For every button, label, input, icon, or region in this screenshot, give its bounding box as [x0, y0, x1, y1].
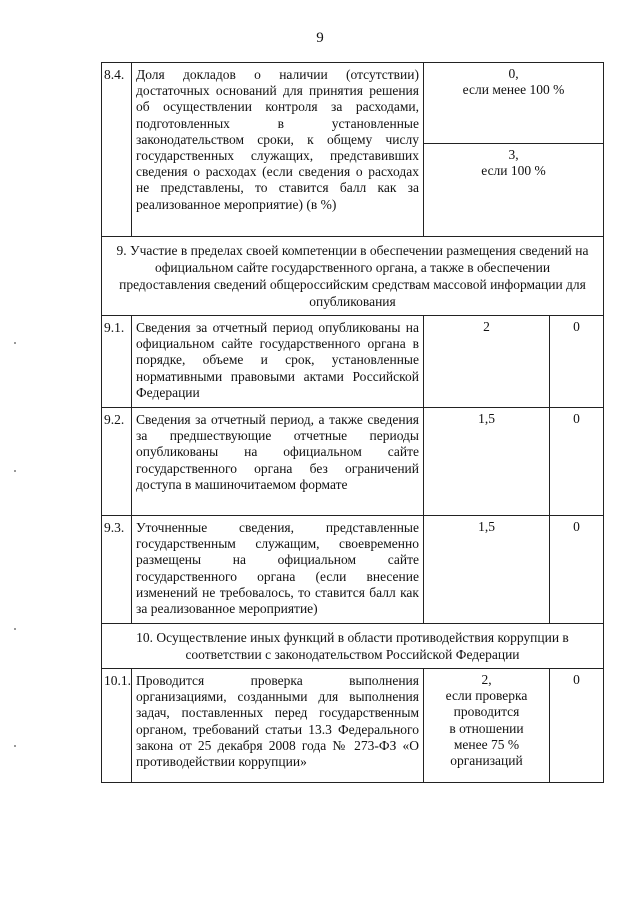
score-value: 2, [481, 672, 492, 687]
score-cell: 1,5 [424, 516, 550, 624]
row-description: Доля докладов о наличии (отсутствии) достаточных оснований для принятия решения об осуществлении контроля за расходами, подготовленных в установленные законодательством сроки, к общему числу государственных служащих, представивших сведения о расходах (если сведения о расходах не представлены, то ставится балл как за реализованное мероприятие) (в %) [132, 63, 424, 237]
score-cell [424, 63, 604, 144]
score-condition: проводится [453, 704, 520, 720]
table-row [102, 669, 604, 783]
row-number: 9.3. [102, 516, 132, 624]
scan-dot [14, 745, 16, 747]
zero-score-cell: 0 [550, 669, 604, 783]
page-number: 9 [316, 30, 324, 46]
section-heading: 9. Участие в пределах своей компетенции в обеспечении размещения сведений на официальном сайте государственного органа, а также в обеспечении предоставления сведений общероссийским средствам массовой информации для опубликования [102, 237, 604, 316]
score-condition: если проверка [445, 688, 528, 704]
zero-score-cell: 0 [550, 516, 604, 624]
row-description: Сведения за отчетный период, а также сведения за предшествующие отчетные периоды опубликованы на официальном сайте государственного органа без ограничений доступа в машиночитаемом формате [132, 408, 424, 516]
row-number: 9.1. [102, 316, 132, 408]
scan-dot [14, 470, 16, 472]
score-cell [424, 144, 604, 237]
score-cell: 1,5 [424, 408, 550, 516]
section-heading-row [102, 624, 604, 669]
score-condition: если 100 % [481, 163, 546, 179]
table-row [102, 63, 604, 144]
scan-dot [14, 628, 16, 630]
row-description: Сведения за отчетный период опубликованы на официальном сайте государственного органа в порядке, объеме и срок, установленные нормативными правовыми актами Российской Федерации [132, 316, 424, 408]
row-description: Проводится проверка выполнения организациями, созданными для выполнения задач, поставленных перед государственным органом, требований статьи 13.3 Федерального закона от 25 декабря 2008 года № 273-ФЗ «О противодействии коррупции» [132, 669, 424, 783]
scan-dot [14, 342, 16, 344]
score-condition: организаций [450, 753, 523, 769]
table-row [102, 316, 604, 408]
zero-score-cell: 0 [550, 408, 604, 516]
table-row [102, 408, 604, 516]
score-condition: менее 75 % [453, 736, 520, 752]
table-row [102, 516, 604, 624]
criteria-table [101, 62, 604, 783]
score-cell [424, 669, 550, 783]
score-value: 3, [508, 147, 519, 162]
row-number: 10.1. [102, 669, 132, 783]
row-number: 8.4. [102, 63, 132, 237]
zero-score-cell: 0 [550, 316, 604, 408]
score-value: 0, [508, 66, 519, 81]
score-condition: если менее 100 % [462, 82, 565, 98]
row-description: Уточненные сведения, представленные государственным служащим, своевременно размещены на официальном сайте государственного органа (если внесение изменений не требовалось, то ставится балл как за реализованное мероприятие) [132, 516, 424, 624]
score-condition: в отношении [449, 720, 524, 736]
section-heading-row [102, 237, 604, 316]
row-number: 9.2. [102, 408, 132, 516]
section-heading: 10. Осуществление иных функций в области противодействия коррупции в соответствии с законодательством Российской Федерации [102, 624, 604, 669]
score-cell: 2 [424, 316, 550, 408]
